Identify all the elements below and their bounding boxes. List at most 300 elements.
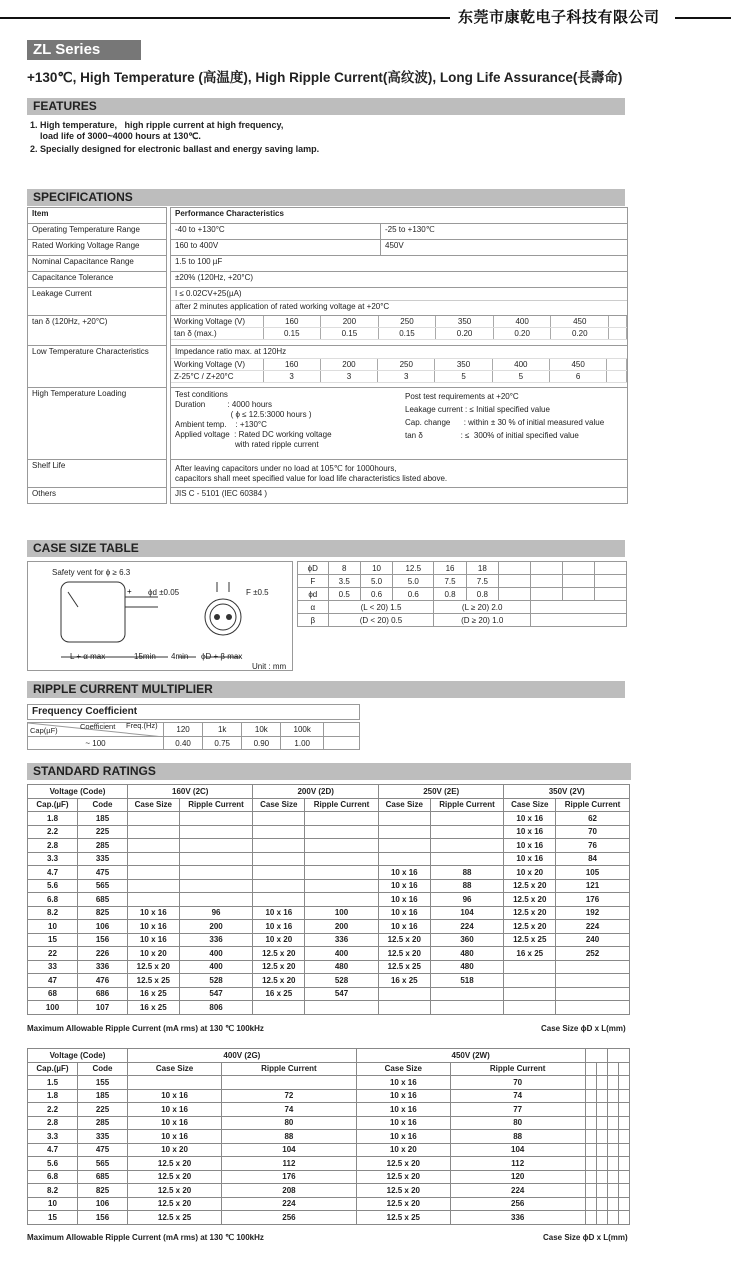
voltage-header — [607, 1049, 629, 1063]
spec-subcell: 3 — [378, 371, 435, 383]
spec-subcell: 350 — [436, 316, 494, 328]
spec-subcell: 450 — [549, 359, 606, 371]
rating-cell: 100 — [28, 1001, 78, 1015]
spec-subcell-empty — [607, 359, 627, 371]
ratings-table-2 — [27, 1048, 630, 1225]
rating-cell: 547 — [305, 987, 379, 1001]
spec-subcell: 450 — [551, 316, 609, 328]
case-cell: 0.8 — [434, 588, 466, 601]
rating-cell: 77 — [450, 1103, 585, 1117]
rating-cell: 565 — [78, 879, 128, 893]
spec-subcell: 400 — [493, 316, 551, 328]
rating-cell: 12.5 x 25 — [356, 1211, 450, 1225]
rating-cell: 685 — [78, 893, 128, 907]
rating-cell: 476 — [78, 974, 128, 988]
case-cell: 5.0 — [393, 575, 434, 588]
rating-cell: 33 — [28, 960, 78, 974]
rating-cell — [596, 1157, 607, 1171]
rating-cell — [596, 1130, 607, 1144]
spec-subcell: 400 — [492, 359, 549, 371]
spec-label: Operating Temperature Range — [28, 224, 167, 240]
rating-cell — [585, 1130, 596, 1144]
rating-cell: 12.5 x 25 — [128, 974, 180, 988]
capacitor-drawing — [28, 562, 294, 672]
rating-cell: 88 — [222, 1130, 357, 1144]
spec-head-performance: Performance Characteristics — [171, 208, 628, 224]
rating-cell — [607, 1157, 618, 1171]
lead-15min-label: 15min — [134, 652, 156, 661]
rating-cell: 10 x 16 — [504, 812, 556, 826]
spec-value: 450V — [381, 240, 628, 256]
rating-cell: 12.5 x 20 — [356, 1170, 450, 1184]
rating-cell — [179, 866, 253, 880]
rating-cell — [596, 1143, 607, 1157]
case-size-heading: CASE SIZE TABLE — [27, 540, 625, 557]
rating-cell: 200 — [179, 920, 253, 934]
case-size-header: Case Size — [504, 798, 556, 812]
rating-cell: 10 x 16 — [378, 866, 430, 880]
ripple-header: Ripple Current — [179, 798, 253, 812]
low-temp-table — [171, 359, 627, 383]
case-cell-empty — [595, 588, 627, 601]
rating-cell — [378, 839, 430, 853]
rating-cell: 10 x 16 — [128, 1116, 222, 1130]
rating-cell: 185 — [78, 1089, 128, 1103]
rating-cell: 12.5 x 20 — [504, 893, 556, 907]
rating-cell: 1.8 — [28, 812, 78, 826]
spec-label: Others — [28, 488, 167, 504]
rating-cell: 480 — [305, 960, 379, 974]
rating-cell — [253, 852, 305, 866]
voltage-header: 200V (2D) — [253, 785, 378, 799]
rating-cell: 96 — [179, 906, 253, 920]
rating-cell: 547 — [179, 987, 253, 1001]
rating-cell: 47 — [28, 974, 78, 988]
case-cell: 16 — [434, 562, 466, 575]
rating-cell: 806 — [179, 1001, 253, 1015]
rating-cell: 400 — [179, 947, 253, 961]
rating-cell: 62 — [556, 812, 630, 826]
spec-subcell: 5 — [435, 371, 492, 383]
case-cell: 10 — [360, 562, 392, 575]
table-row — [28, 893, 630, 907]
ripple-header: Ripple Current — [430, 798, 504, 812]
rating-cell: 10 x 20 — [128, 947, 180, 961]
spec-subcell-empty — [607, 371, 627, 383]
case-cell-empty — [563, 588, 595, 601]
rating-cell — [607, 1197, 618, 1211]
spec-subcell: 200 — [320, 359, 377, 371]
rating-cell — [128, 825, 180, 839]
rating-cell — [618, 1103, 629, 1117]
rating-cell: 825 — [78, 906, 128, 920]
rating-cell: 480 — [430, 947, 504, 961]
rating-cell: 155 — [78, 1076, 128, 1090]
rating-cell: 68 — [28, 987, 78, 1001]
rating-cell — [596, 1184, 607, 1198]
case-cell: 0.5 — [328, 588, 360, 601]
rating-cell — [596, 1103, 607, 1117]
rating-cell: 565 — [78, 1157, 128, 1171]
case-cell: 18 — [466, 562, 498, 575]
case-cell-empty — [531, 562, 563, 575]
rating-cell: 256 — [222, 1211, 357, 1225]
rating-cell: 12.5 x 25 — [128, 1211, 222, 1225]
spec-subcell: 0.15 — [378, 328, 436, 340]
spec-subcell: 250 — [378, 316, 436, 328]
rating-cell — [618, 1143, 629, 1157]
rating-cell: 10 x 20 — [504, 866, 556, 880]
rating-cell — [618, 1089, 629, 1103]
spec-label: Leakage Current — [28, 288, 167, 316]
table-row — [28, 1157, 630, 1171]
empty-header — [585, 1062, 596, 1076]
spec-value: I ≤ 0.02CV+25(µA) — [171, 288, 627, 301]
rating-cell: 12.5 x 20 — [504, 879, 556, 893]
spec-label: Low Temperature Characteristics — [28, 346, 167, 388]
spec-subcell: 0.15 — [321, 328, 379, 340]
ripple-header: Ripple Current — [556, 798, 630, 812]
rating-cell: 10 x 20 — [253, 933, 305, 947]
rating-cell: 104 — [430, 906, 504, 920]
rating-cell — [179, 825, 253, 839]
rating-cell: 8.2 — [28, 906, 78, 920]
rating-cell: 10 x 20 — [356, 1143, 450, 1157]
rating-cell: 74 — [222, 1103, 357, 1117]
rating-cell — [618, 1170, 629, 1184]
rating-cell: 335 — [78, 852, 128, 866]
spec-value: ±20% (120Hz, +20°C) — [171, 272, 628, 288]
rating-cell: 400 — [305, 947, 379, 961]
ripple-subheading: Frequency Coefficient — [27, 704, 360, 720]
rating-cell — [585, 1170, 596, 1184]
table-row — [28, 812, 630, 826]
spec-subcell: 0.15 — [263, 328, 321, 340]
rating-cell: 10 x 16 — [504, 825, 556, 839]
table-row — [28, 1170, 630, 1184]
rating-cell: 224 — [556, 920, 630, 934]
rating-cell — [556, 974, 630, 988]
ripple-header: Ripple Current — [450, 1062, 585, 1076]
ripple-coef-label: Coefficient — [80, 722, 116, 731]
rating-cell — [585, 1116, 596, 1130]
rating-cell — [253, 1001, 305, 1015]
svg-text:+: + — [127, 587, 132, 596]
rating-cell: 12.5 x 20 — [356, 1184, 450, 1198]
rating-cell — [378, 852, 430, 866]
rating-cell: 528 — [305, 974, 379, 988]
rating-cell: 15 — [28, 933, 78, 947]
case-cell: 7.5 — [434, 575, 466, 588]
rating-cell: 480 — [430, 960, 504, 974]
rating-cell: 88 — [450, 1130, 585, 1144]
spec-subcell: 160 — [263, 316, 321, 328]
rating-cell — [179, 879, 253, 893]
rating-cell: 156 — [78, 1211, 128, 1225]
rating-cell: 10 x 16 — [356, 1089, 450, 1103]
rating-cell — [607, 1116, 618, 1130]
header-rule-right — [675, 17, 731, 19]
rating-cell: 10 x 16 — [378, 920, 430, 934]
case-cell: F — [298, 575, 329, 588]
rating-cell: 74 — [450, 1089, 585, 1103]
rating-cell: 10 x 16 — [128, 920, 180, 934]
rating-cell: 10 x 16 — [253, 906, 305, 920]
rating-cell: 112 — [222, 1157, 357, 1171]
table-row — [28, 866, 630, 880]
ripple-cap-label: Cap(µF) — [30, 726, 58, 735]
rating-cell — [128, 839, 180, 853]
rating-cell: 335 — [78, 1130, 128, 1144]
spec-value: After leaving capacitors under no load at 105℃ for 1000hours, capacitors shall meet specified value for load life characteristics listed above. — [171, 460, 628, 488]
lead-spacing-label: F ±0.5 — [246, 588, 269, 597]
rating-cell — [378, 812, 430, 826]
table-row — [28, 947, 630, 961]
voltage-header: 350V (2V) — [504, 785, 630, 799]
rating-cell: 5.6 — [28, 879, 78, 893]
ripple-header: Ripple Current — [222, 1062, 357, 1076]
spec-subcell: 3 — [263, 371, 320, 383]
load-post-requirements: Post test requirements at +20°C Leakage current : ≤ Initial specified value Cap. change : within ± 30 % of initial measured value tan δ : ≤ 300% of initial specified value — [405, 392, 605, 440]
rating-cell: 10 x 16 — [128, 1130, 222, 1144]
spec-subcell: Working Voltage (V) — [171, 316, 263, 328]
rating-cell — [585, 1076, 596, 1090]
rating-cell: 16 x 25 — [128, 987, 180, 1001]
rating-cell — [618, 1184, 629, 1198]
rating-cell: 10 x 16 — [504, 839, 556, 853]
case-cell-empty — [499, 575, 531, 588]
rating-cell — [305, 852, 379, 866]
series-subtitle: +130℃, High Temperature (高温度), High Ripple Current(高纹波), Long Life Assurance(長壽命) — [27, 70, 623, 85]
rating-cell: 106 — [78, 920, 128, 934]
rating-cell — [430, 812, 504, 826]
rating-cell: 5.6 — [28, 1157, 78, 1171]
case-cell: 12.5 — [393, 562, 434, 575]
table-row — [28, 1143, 630, 1157]
rating-cell: 10 x 16 — [378, 893, 430, 907]
case-cell: 7.5 — [466, 575, 498, 588]
rating-cell — [504, 987, 556, 1001]
case-cell: 3.5 — [328, 575, 360, 588]
rating-cell — [179, 839, 253, 853]
rating-cell — [596, 1211, 607, 1225]
rating-cell: 2.2 — [28, 825, 78, 839]
specifications-heading: SPECIFICATIONS — [27, 189, 625, 206]
case-cell: (D < 20) 0.5 — [328, 614, 434, 627]
rating-cell — [179, 852, 253, 866]
case-cell: 0.8 — [466, 588, 498, 601]
rating-cell: 100 — [305, 906, 379, 920]
rating-cell: 285 — [78, 1116, 128, 1130]
voltage-code-header: Voltage (Code) — [28, 785, 128, 799]
table-row — [28, 839, 630, 853]
rating-cell: 107 — [78, 1001, 128, 1015]
rating-cell: 12.5 x 20 — [128, 1197, 222, 1211]
rating-cell: 224 — [222, 1197, 357, 1211]
rating-cell: 10 x 20 — [128, 1143, 222, 1157]
case-size-grid — [297, 561, 627, 627]
rating-cell: 336 — [179, 933, 253, 947]
rating-cell: 12.5 x 20 — [253, 960, 305, 974]
company-name: 东莞市康乾电子科技有限公司 — [458, 9, 660, 26]
coef-cell: 0.75 — [203, 737, 242, 750]
rating-cell: 185 — [78, 812, 128, 826]
spec-subcell: 0.20 — [436, 328, 494, 340]
header-rule-left — [0, 17, 450, 19]
rating-cell — [596, 1170, 607, 1184]
case-cell-empty — [595, 562, 627, 575]
spec-subcell: 5 — [492, 371, 549, 383]
unit-label: Unit : mm — [252, 662, 287, 671]
spec-label: Rated Working Voltage Range — [28, 240, 167, 256]
rating-cell — [618, 1157, 629, 1171]
spec-subcell: 3 — [320, 371, 377, 383]
case-cell-empty — [499, 562, 531, 575]
case-cell: ϕd — [298, 588, 329, 601]
rating-cell: 3.3 — [28, 852, 78, 866]
ripple-freq-label: Freq.(Hz) — [126, 721, 158, 730]
rating-cell: 84 — [556, 852, 630, 866]
rating-cell: 224 — [450, 1184, 585, 1198]
rating-cell — [430, 987, 504, 1001]
feature-2: 2. Specially designed for electronic ballast and energy saving lamp. — [30, 144, 320, 154]
rating-cell: 72 — [222, 1089, 357, 1103]
spec-value: Impedance ratio max. at 120Hz — [171, 346, 627, 359]
rating-cell: 76 — [556, 839, 630, 853]
rating-cell: 121 — [556, 879, 630, 893]
rating-cell — [128, 866, 180, 880]
rating-cell: 15 — [28, 1211, 78, 1225]
rating-cell: 10 x 16 — [128, 1103, 222, 1117]
specifications-table — [27, 207, 628, 504]
freq-cell: 1k — [203, 723, 242, 737]
freq-cell: 120 — [164, 723, 203, 737]
coef-cell: 0.40 — [164, 737, 203, 750]
rating-cell: 12.5 x 25 — [378, 960, 430, 974]
rating-cell — [585, 1157, 596, 1171]
rating-cell: 685 — [78, 1170, 128, 1184]
rating-cell — [305, 812, 379, 826]
case-cell: ϕD — [298, 562, 329, 575]
rating-cell: 12.5 x 20 — [504, 906, 556, 920]
rating-cell: 156 — [78, 933, 128, 947]
rating-cell: 12.5 x 20 — [378, 933, 430, 947]
rating-cell: 528 — [179, 974, 253, 988]
rating-cell: 10 x 16 — [356, 1076, 450, 1090]
rating-cell: 4.7 — [28, 866, 78, 880]
voltage-header: 450V (2W) — [356, 1049, 585, 1063]
code-header: Code — [78, 1062, 128, 1076]
rating-cell: 10 x 16 — [128, 933, 180, 947]
case-size-header: Case Size — [128, 798, 180, 812]
rating-cell — [305, 1001, 379, 1015]
ripple-table — [27, 722, 360, 750]
rating-cell: 176 — [556, 893, 630, 907]
rating-cell: 192 — [556, 906, 630, 920]
voltage-header: 400V (2G) — [128, 1049, 357, 1063]
ratings-heading: STANDARD RATINGS — [27, 763, 631, 780]
table-row — [28, 1076, 630, 1090]
rating-cell — [607, 1130, 618, 1144]
rating-cell — [179, 893, 253, 907]
rating-cell: 70 — [556, 825, 630, 839]
voltage-code-header: Voltage (Code) — [28, 1049, 128, 1063]
rating-cell: 2.8 — [28, 1116, 78, 1130]
rating-cell: 686 — [78, 987, 128, 1001]
spec-subcell: 0.20 — [551, 328, 609, 340]
rating-cell — [618, 1130, 629, 1144]
spec-subcell: Working Voltage (V) — [171, 359, 263, 371]
rating-cell — [378, 825, 430, 839]
rating-cell — [179, 812, 253, 826]
rating-cell — [556, 1001, 630, 1015]
spec-subcell: 6 — [549, 371, 606, 383]
rating-cell: 256 — [450, 1197, 585, 1211]
rating-cell: 10 x 16 — [356, 1116, 450, 1130]
rating-cell: 88 — [430, 866, 504, 880]
rating-cell: 225 — [78, 825, 128, 839]
rating-cell — [128, 879, 180, 893]
table-row — [28, 974, 630, 988]
rating-cell: 10 x 16 — [378, 906, 430, 920]
spec-subcell: Z-25°C / Z+20°C — [171, 371, 263, 383]
rating-cell — [618, 1197, 629, 1211]
table-row — [28, 1116, 630, 1130]
rating-cell: 80 — [222, 1116, 357, 1130]
rating-cell — [305, 893, 379, 907]
ratings-table-1 — [27, 784, 630, 1015]
rating-cell — [253, 839, 305, 853]
case-cell: (D ≥ 20) 1.0 — [434, 614, 531, 627]
rating-cell — [253, 866, 305, 880]
table-row — [28, 920, 630, 934]
rating-cell — [504, 960, 556, 974]
rating-cell: 70 — [450, 1076, 585, 1090]
rating-cell — [585, 1103, 596, 1117]
spec-value: after 2 minutes application of rated working voltage at +20°C — [175, 302, 390, 311]
empty-header — [596, 1062, 607, 1076]
rating-cell — [305, 866, 379, 880]
rating-cell: 10 x 16 — [378, 879, 430, 893]
rating-cell: 200 — [305, 920, 379, 934]
rating-cell: 1.8 — [28, 1089, 78, 1103]
spec-head-item: Item — [28, 208, 167, 224]
rating-cell: 240 — [556, 933, 630, 947]
rating-cell — [618, 1116, 629, 1130]
spec-subcell-empty — [609, 328, 627, 340]
rating-cell: 2.2 — [28, 1103, 78, 1117]
cap-header: Cap.(µF) — [28, 798, 78, 812]
table-row — [28, 1197, 630, 1211]
rating-cell: 825 — [78, 1184, 128, 1198]
rating-cell — [222, 1076, 357, 1090]
ripple-heading: RIPPLE CURRENT MULTIPLIER — [27, 681, 625, 698]
rating-cell: 518 — [430, 974, 504, 988]
case-cell-empty — [531, 575, 563, 588]
rating-cell: 12.5 x 20 — [504, 920, 556, 934]
rating-cell — [504, 974, 556, 988]
spec-label: Shelf Life — [28, 460, 167, 488]
table-row — [28, 852, 630, 866]
rating-cell — [128, 852, 180, 866]
case-size-header: Case Size — [378, 798, 430, 812]
rating-cell: 10 x 16 — [504, 852, 556, 866]
case-size-header: Case Size — [128, 1062, 222, 1076]
spec-label: Capacitance Tolerance — [28, 272, 167, 288]
ripple-header: Ripple Current — [305, 798, 379, 812]
rating-cell: 12.5 x 20 — [253, 947, 305, 961]
spec-subcell: tan δ (max.) — [171, 328, 263, 340]
